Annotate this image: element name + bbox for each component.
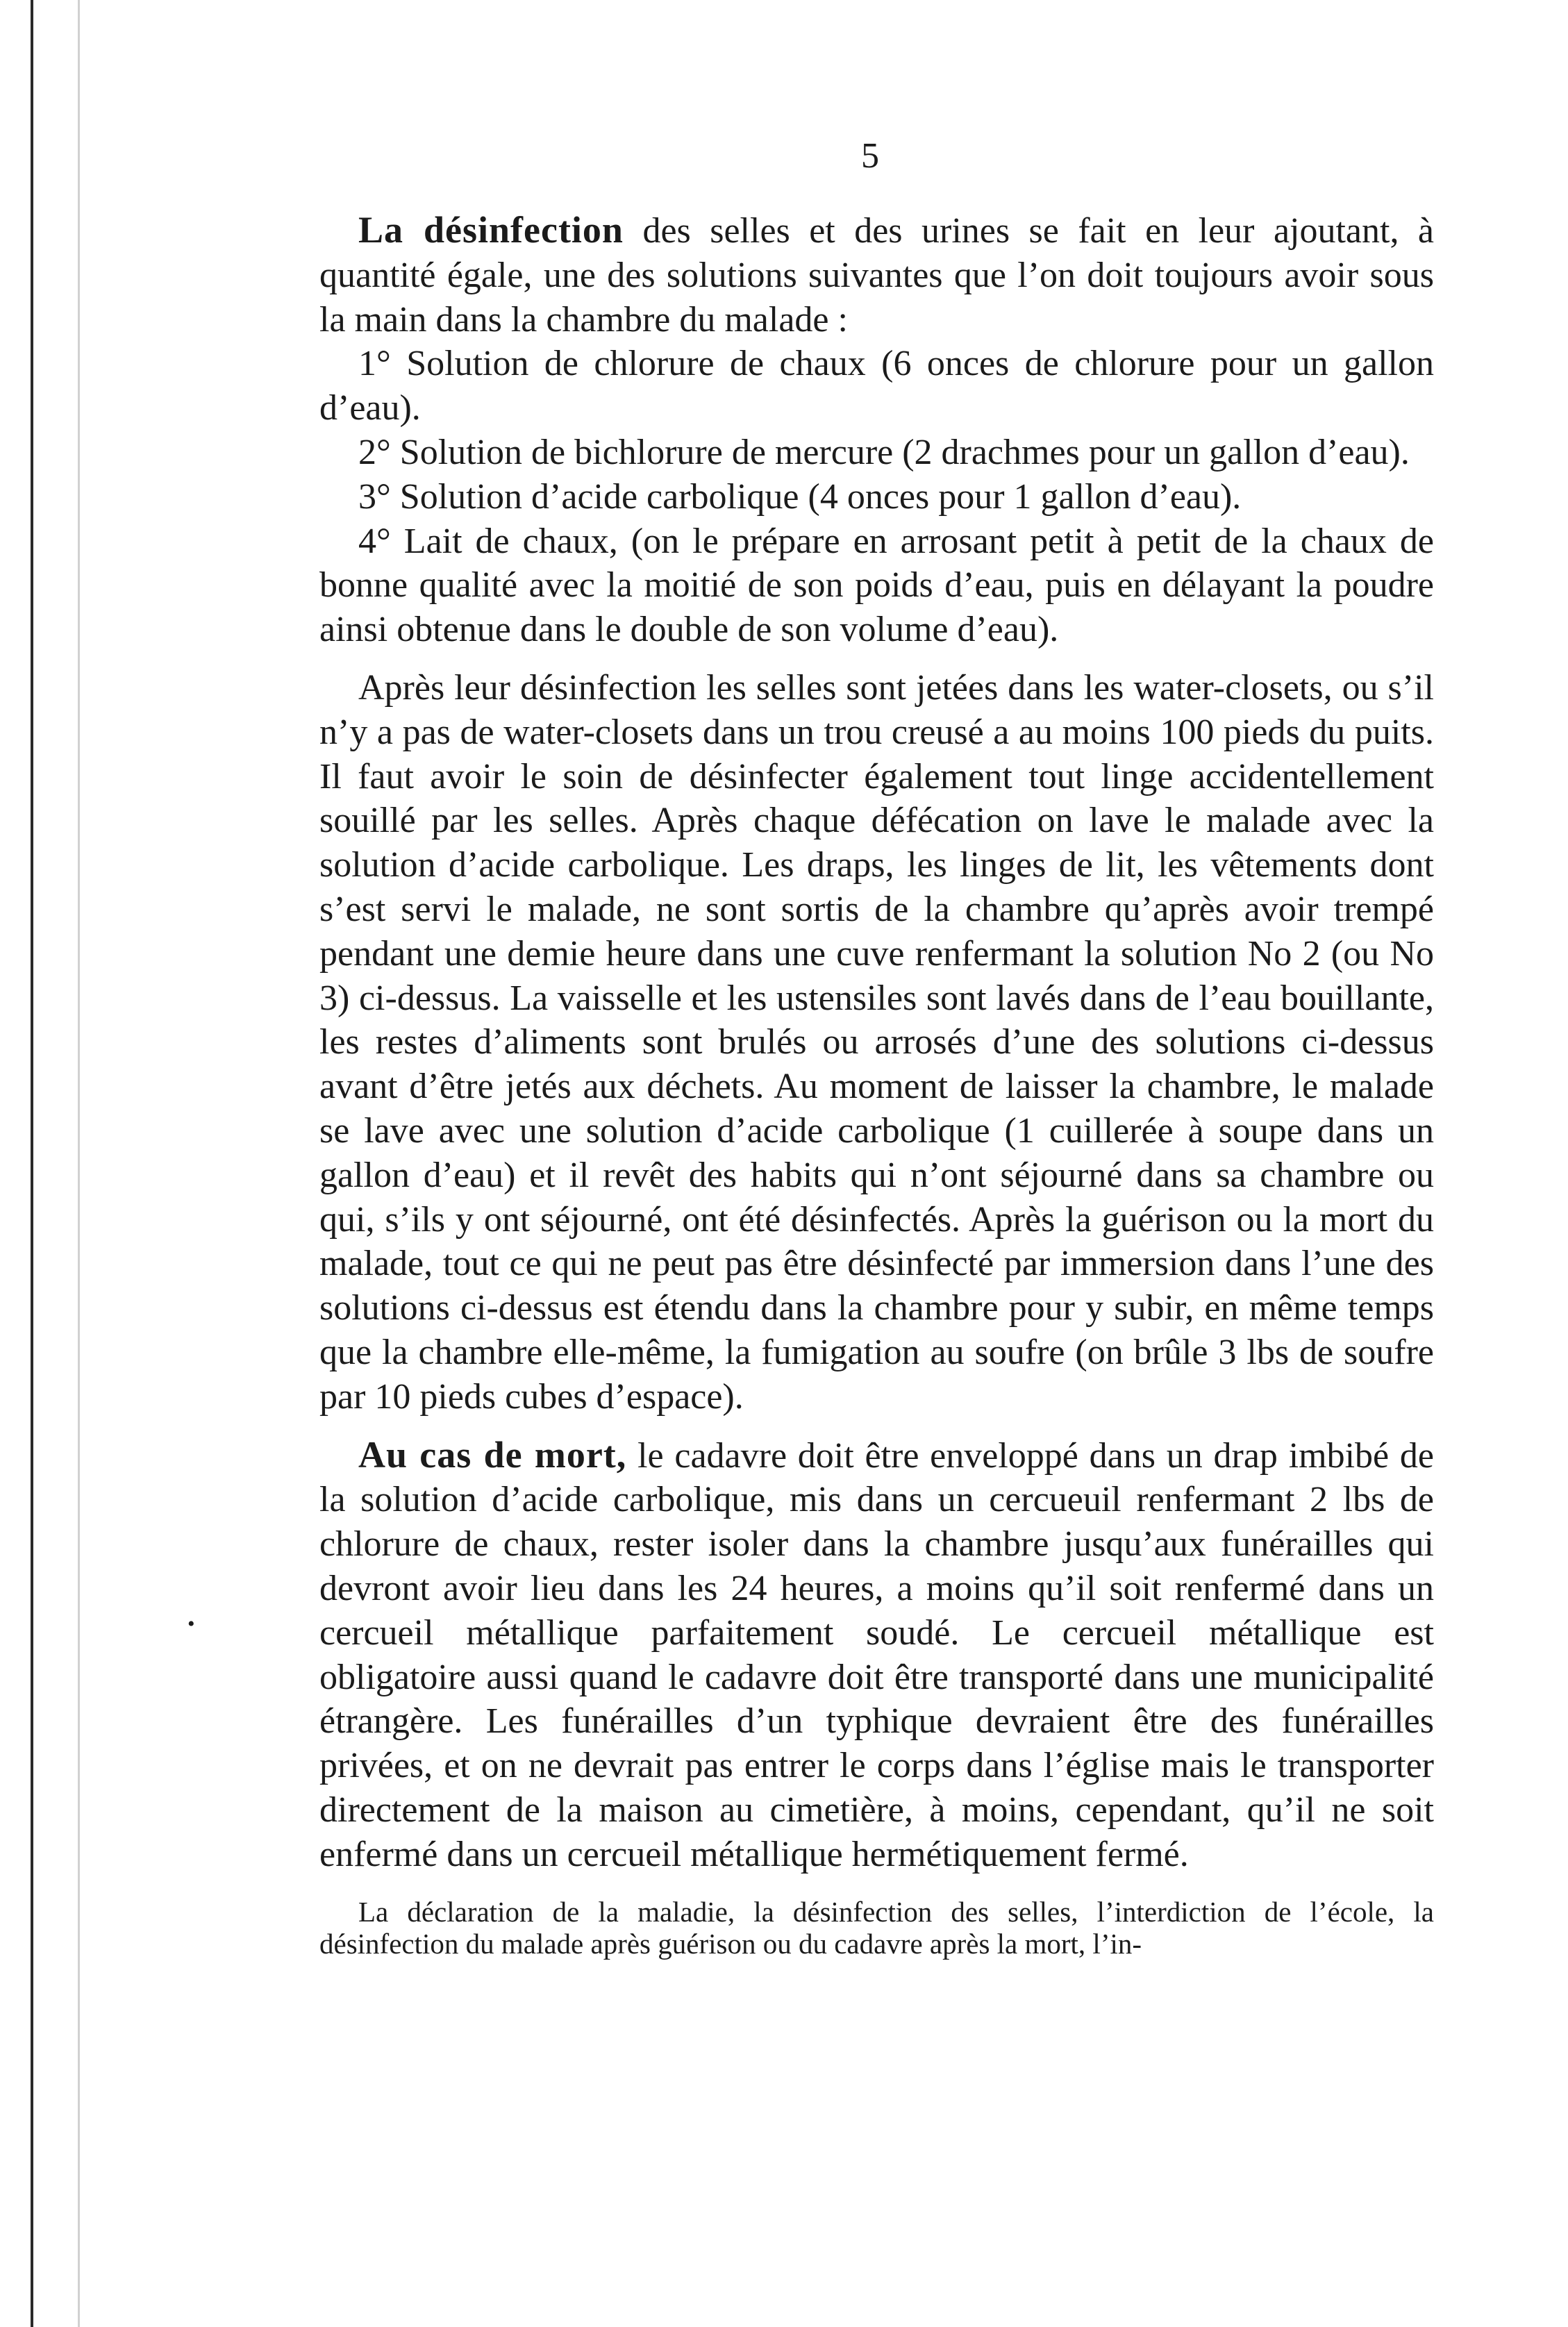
footnote: La déclaration de la maladie, la désinfection des selles, l’interdiction de l’école, la désinfection du malade après guérison ou du cadavre après la mort, l’in- [319,1896,1434,1960]
page-number: 5 [861,136,879,176]
list-item-4: 4° Lait de chaux, (on le prépare en arrosant petit à petit de la chaux de bonne qualité avec la moitié de son poids d’eau, puis en délayant la poudre ainsi obtenue dans le double de son volume d’eau). [319,521,1434,650]
paragraph-text-disinfection: des selles et des urines se fait en leur ajoutant, à quantité égale, une des solutions suivantes que l’on doit toujours avoir sous la main dans la chambre du malade : [319,211,1434,340]
paragraph-after-disinfection: Après leur désinfection les selles sont jetées dans les water-closets, ou s’il n’y a pas de water-closets dans un trou creusé a au moins 100 pieds du puits. Il faut avoir le soin de désinfecter également tout linge accidentellement souillé par les selles. Après chaque défécation on lave le malade avec la solution d’acide carbolique. Les draps, les linges de lit, les vêtements dont s’est servi le malade, ne sont sortis de la chambre qu’après avoir trempé pendant une demie heure dans une cuve renfermant la solution No 2 (ou No 3) ci-dessus. La vaisselle et les ustensiles sont lavés dans de l’eau bouillante, les restes d’aliments sont brulés ou arrosés d’une des solutions ci-dessus avant d’être jetés aux déchets. Au moment de laisser la chambre, le malade se lave avec une solution d’acide carbolique (1 cuillerée à soupe dans un gallon d’eau) et il revêt des habits qui n’ont séjourné dans sa chambre ou qui, s’ils y ont séjourné, ont été désinfectés. Après la guérison ou la mort du malade, tout ce qui ne peut pas être désinfecté par immersion dans l’une des solutions ci-dessus est étendu dans la chambre pour y subir, en même temps que la chambre elle-même, la fumigation au soufre (on brûle 3 lbs de soufre par 10 pieds cubes d’espace). [319,667,1434,1417]
list-item-1: 1° Solution de chlorure de chaux (6 onces de chlorure pour un gallon d’eau). [319,344,1434,428]
page-edge-line [31,0,33,2327]
margin-mark: • [187,1612,195,1635]
paragraph-lead-death: Au cas de mort, [358,1433,627,1476]
list-item-3: 3° Solution d’acide carbolique (4 onces pour 1 gallon d’eau). [358,476,1242,517]
paragraph-lead-disinfection: La désinfection [358,209,624,251]
paragraph-disinfection [319,208,1434,342]
page-edge-shadow [78,0,80,2327]
paragraph-death [319,1433,1434,1877]
list-item-2: 2° Solution de bichlorure de mercure (2 drachmes pour un gallon d’eau). [358,432,1410,472]
text-block [319,208,1434,1960]
paragraph-text-death: le cadavre doit être enveloppé dans un drap imbibé de la solution d’acide carbolique, mis dans un cercueuil renfermant 2 lbs de chlorure de chaux, rester isoler dans la chambre jusqu’aux funérailles qui devront avoir lieu dans les 24 heures, a moins qu’il soit renfermé dans un cercueil métallique parfaitement soudé. Le cercueil métallique est obligatoire aussi quand le cadavre doit être transporté dans une municipalité étrangère. Les funérailles d’un typhique devraient être des funérailles privées, et on ne devrait pas entrer le corps dans l’église mais le transporter directement de la maison au cimetière, à moins, cependant, qu’il ne soit enfermé dans un cercueil métallique hermétiquement fermé. [319,1435,1434,1874]
